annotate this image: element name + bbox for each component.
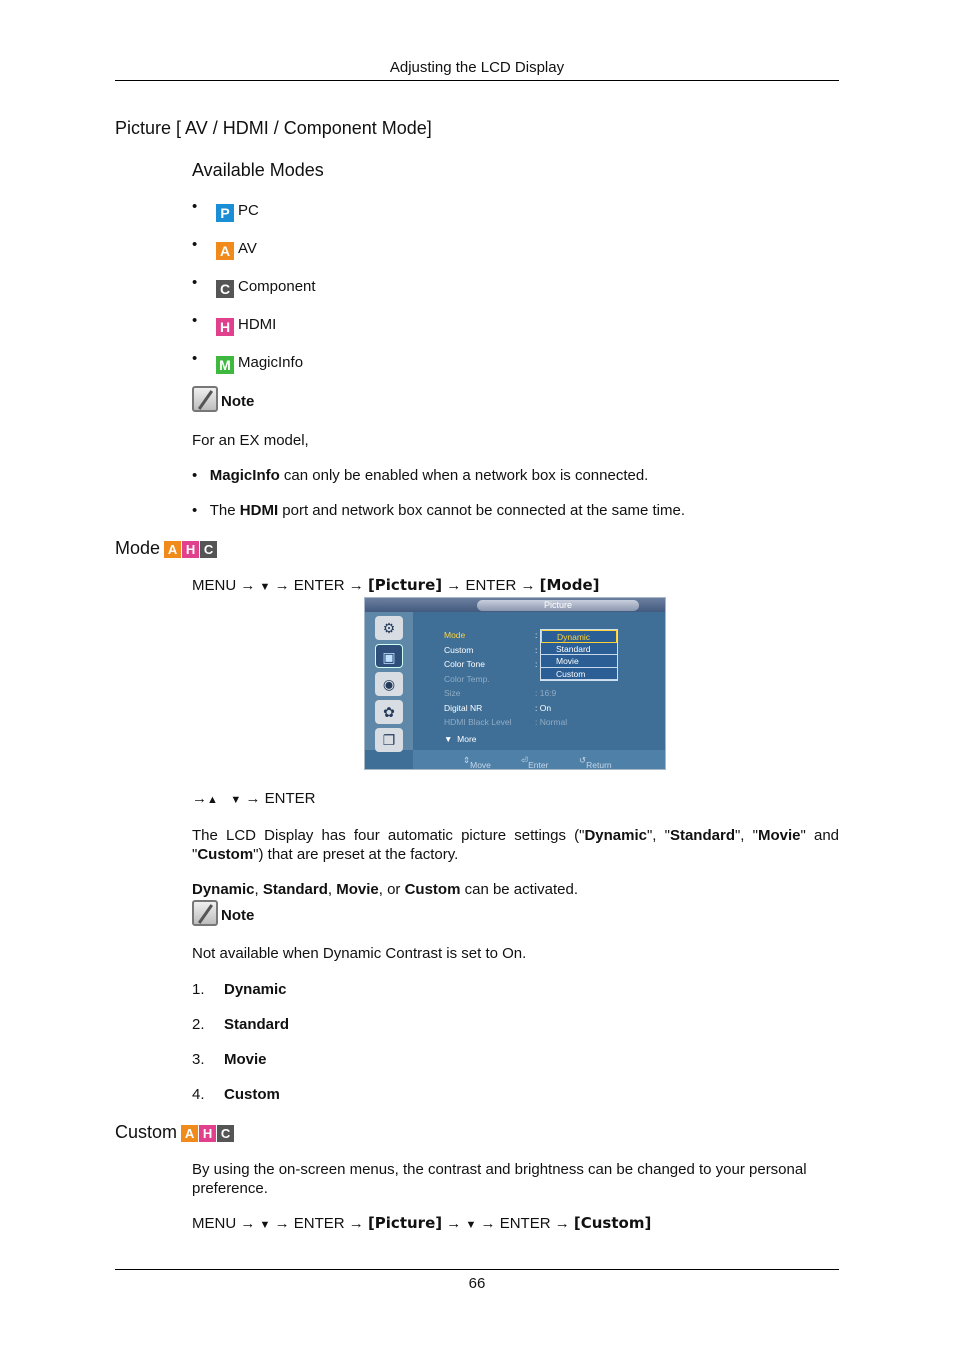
desc-text: ", "	[646, 827, 670, 844]
note-2-text: Not available when Dynamic Contrast is set to On.	[192, 945, 527, 962]
note-item-text: can only be enabled when a network box is connected.	[279, 467, 649, 484]
bullet-dot: •	[192, 274, 198, 291]
footer-rule	[115, 1269, 839, 1270]
osd-dropdown-option: Custom	[541, 668, 617, 681]
nav-mode: [Mode]	[539, 576, 600, 594]
note-item-pre: The	[209, 502, 240, 519]
nav-enter: ENTER	[293, 577, 345, 594]
desc-bold: Movie	[757, 827, 801, 844]
custom-desc-line1: By using the on-screen menus, the contrast and brightness can be changed to your personal	[192, 1161, 807, 1178]
note-item-bold: HDMI	[239, 502, 279, 519]
desc-text: "	[192, 846, 198, 863]
activate-bold: Standard	[262, 881, 328, 898]
section-title-mode	[115, 538, 218, 559]
note-item-1: • MagicInfo can only be enabled when a network box is connected.	[192, 467, 649, 484]
note-icon	[192, 386, 218, 412]
mode-title-text: Mode	[115, 538, 161, 558]
note-icon	[192, 900, 218, 926]
setup-icon: ✿	[375, 700, 403, 724]
desc-text: ") that are preset at the factory.	[253, 846, 459, 863]
select-nav-path	[192, 790, 315, 807]
list-item-label: Dynamic	[224, 981, 287, 998]
desc-bold: Custom	[197, 846, 254, 863]
down-arrow-icon: ▼	[465, 1219, 477, 1231]
mode-item	[192, 274, 316, 298]
osd-footer-move: ⇕ Move	[463, 755, 491, 770]
osd-footer-enter: ⏎ Enter	[521, 755, 549, 770]
mode-item	[192, 236, 257, 260]
nav-custom: [Custom]	[573, 1214, 652, 1232]
osd-picture-menu	[364, 597, 666, 770]
nav-arrow: →	[240, 1215, 256, 1232]
ahc-badge-icon	[181, 1122, 235, 1143]
osd-row-value: :	[535, 659, 538, 669]
nav-arrow: →	[192, 790, 207, 807]
mode-label: HDMI	[238, 316, 277, 333]
nav-arrow: →	[446, 577, 462, 594]
badge-h-icon: H	[182, 541, 199, 558]
mode-magicinfo-icon: M	[216, 356, 234, 374]
osd-row-label: HDMI Black Level	[444, 717, 512, 727]
list-number: 1.	[192, 981, 205, 998]
note-label: Note	[221, 907, 255, 924]
activate-sep: ,	[254, 881, 263, 898]
osd-row-value: : Normal	[535, 717, 568, 727]
osd-more: ▼ More	[444, 734, 477, 744]
osd-row-label: Color Tone	[444, 659, 485, 669]
osd-row-label: Mode	[444, 630, 466, 640]
mode-activate-line	[192, 881, 578, 898]
note-item-2: • The HDMI port and network box cannot be connected at the same time.	[192, 502, 686, 519]
running-header: Adjusting the LCD Display	[389, 59, 565, 76]
list-number: 3.	[192, 1051, 205, 1068]
select-enter: → ENTER	[245, 790, 316, 807]
list-item-label: Movie	[224, 1051, 267, 1068]
mode-nav-path	[192, 576, 600, 594]
osd-row-label: Digital NR	[444, 702, 483, 713]
page-number: 66	[468, 1275, 486, 1292]
osd-title: Picture	[477, 600, 639, 611]
picture-icon: ▣	[375, 644, 403, 668]
activate-bold: Movie	[336, 881, 379, 898]
desc-bold: Standard	[669, 827, 735, 844]
bullet-dot: •	[192, 312, 198, 329]
down-arrow-icon: ▼	[259, 1219, 271, 1231]
bullet-dot: •	[192, 198, 198, 215]
down-arrow-icon: ▼	[230, 794, 242, 806]
nav-arrow: →	[520, 577, 536, 594]
mode-item	[192, 312, 276, 336]
osd-row-label: Color Temp.	[444, 673, 490, 684]
note-label: Note	[221, 393, 255, 410]
osd-row-label: Size	[444, 688, 461, 698]
nav-arrow: →	[348, 577, 364, 594]
note-item-text: port and network box cannot be connected at the same time.	[278, 502, 686, 519]
osd-row-value: :	[535, 644, 538, 655]
badge-h-icon: H	[199, 1125, 216, 1142]
note-item-bold: MagicInfo	[209, 467, 280, 484]
custom-nav-path	[192, 1214, 651, 1232]
nav-arrow: →	[446, 1215, 462, 1232]
osd-dropdown-option: Dynamic	[541, 630, 617, 643]
mode-pc-icon: P	[216, 204, 234, 222]
badge-c-icon: C	[200, 541, 217, 558]
osd-sidebar	[365, 612, 413, 750]
desc-text: ", "	[734, 827, 758, 844]
list-item-label: Standard	[224, 1016, 290, 1033]
osd-dropdown-option: Movie	[541, 655, 617, 668]
note-1-text: For an EX model,	[192, 432, 309, 449]
list-number: 2.	[192, 1016, 205, 1033]
nav-enter: ENTER	[499, 1215, 551, 1232]
nav-arrow: →	[348, 1215, 364, 1232]
activate-post: can be activated.	[460, 881, 579, 898]
osd-row-value: :	[535, 630, 538, 640]
badge-a-icon: A	[181, 1125, 198, 1142]
mode-item	[192, 350, 303, 374]
nav-arrow: →	[240, 577, 256, 594]
header-rule	[115, 80, 839, 81]
footer-move-label: Move	[470, 760, 491, 770]
osd-more-label: More	[457, 734, 477, 744]
osd-dropdown-option: Standard	[541, 643, 617, 656]
activate-bold: Dynamic	[192, 881, 255, 898]
nav-enter: ENTER	[293, 1215, 345, 1232]
badge-a-icon: A	[164, 541, 181, 558]
nav-arrow: →	[274, 1215, 290, 1232]
sound-icon: ◉	[375, 672, 403, 696]
nav-menu: MENU	[192, 577, 237, 594]
osd-footer	[413, 750, 666, 770]
mode-label: AV	[238, 240, 257, 257]
list-number: 4.	[192, 1086, 205, 1103]
activate-or: , or	[378, 881, 405, 898]
osd-row-value: : On	[535, 702, 552, 713]
mode-label: MagicInfo	[238, 354, 304, 371]
up-arrow-icon: ▲	[207, 794, 218, 806]
mode-label: PC	[238, 202, 259, 219]
osd-mode-dropdown	[540, 629, 618, 681]
nav-picture: [Picture]	[367, 576, 443, 594]
bullet-dot: •	[192, 350, 198, 367]
footer-enter-label: Enter	[528, 760, 549, 770]
section-title-picture: Picture [ AV / HDMI / Component Mode]	[115, 118, 432, 138]
mode-desc-line1	[192, 827, 839, 844]
desc-bold: Dynamic	[584, 827, 647, 844]
desc-text: " and	[800, 827, 839, 844]
mode-desc-line2	[192, 846, 458, 863]
nav-arrow: →	[480, 1215, 496, 1232]
note-1	[192, 386, 254, 412]
osd-titlebar	[365, 598, 666, 612]
custom-desc-line2: preference.	[192, 1180, 268, 1197]
activate-sep: ,	[327, 881, 337, 898]
input-icon: ⚙	[375, 616, 403, 640]
nav-arrow: →	[274, 577, 290, 594]
list-item-label: Custom	[224, 1086, 280, 1103]
note-2	[192, 900, 254, 926]
nav-arrow: →	[554, 1215, 570, 1232]
osd-footer-return: ↺ Return	[579, 755, 612, 770]
mode-item	[192, 198, 259, 222]
nav-menu: MENU	[192, 1215, 237, 1232]
mode-hdmi-icon: H	[216, 318, 234, 336]
ahc-badge-icon	[164, 538, 218, 559]
osd-row-label: Custom	[444, 644, 474, 655]
footer-return-label: Return	[586, 760, 612, 770]
section-title-custom	[115, 1122, 235, 1143]
down-arrow-icon: ▼	[259, 581, 271, 593]
custom-title-text: Custom	[115, 1122, 178, 1142]
mode-label: Component	[238, 278, 316, 295]
nav-picture: [Picture]	[367, 1214, 443, 1232]
osd-row-value: : 16:9	[535, 688, 557, 698]
activate-bold: Custom	[404, 881, 461, 898]
mode-component-icon: C	[216, 280, 234, 298]
desc-text: The LCD Display has four automatic picture settings ("	[192, 827, 585, 844]
available-modes-heading: Available Modes	[192, 160, 324, 180]
multi-control-icon: ❐	[375, 728, 403, 752]
bullet-dot: •	[192, 236, 198, 253]
badge-c-icon: C	[217, 1125, 234, 1142]
nav-enter: ENTER	[465, 577, 517, 594]
mode-av-icon: A	[216, 242, 234, 260]
